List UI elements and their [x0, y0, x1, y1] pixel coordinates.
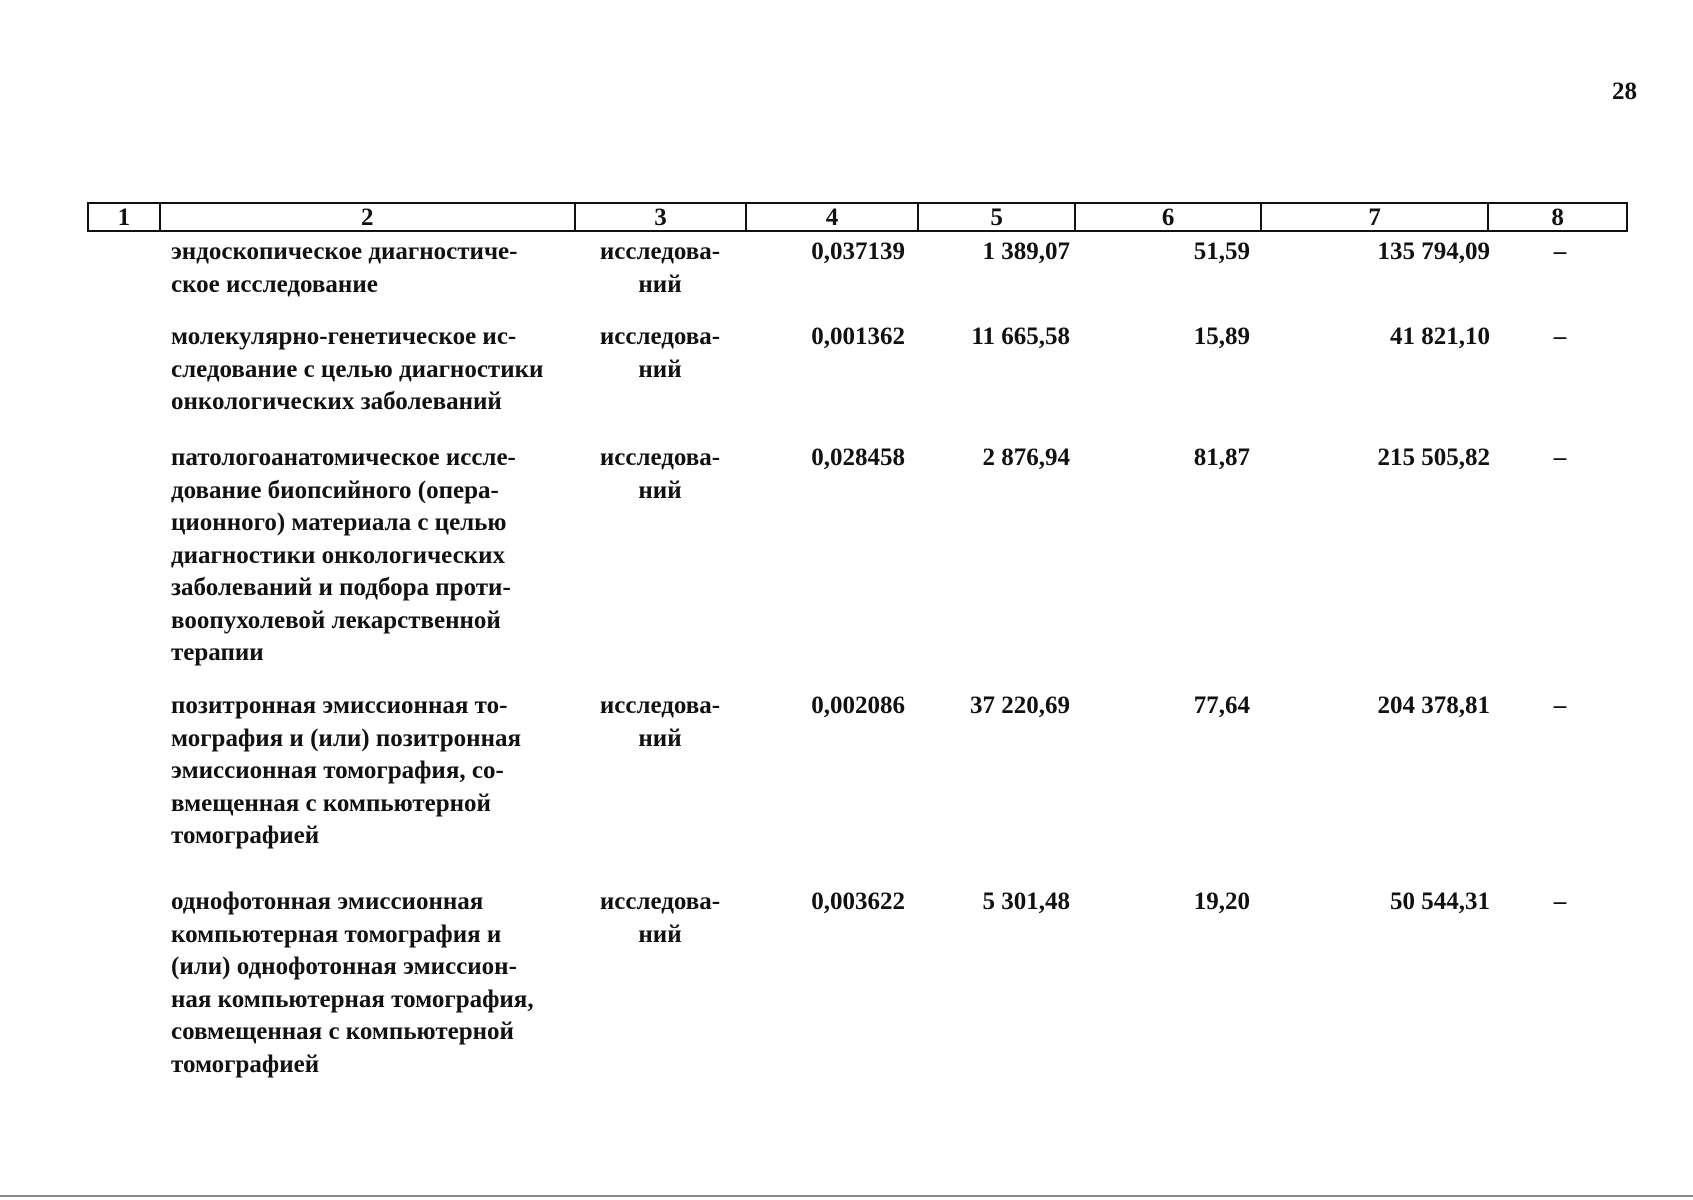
value-col-4: 0,002086: [811, 692, 905, 719]
unit-of-measure: исследова- ний: [599, 323, 721, 383]
value-col-7: 215 505,82: [1377, 444, 1490, 471]
column-header-5: 5: [919, 204, 1077, 230]
column-header-4: 4: [747, 204, 919, 230]
value-col-4: 0,003622: [811, 888, 905, 915]
value-col-8: –: [1553, 323, 1567, 350]
unit-of-measure: исследова- ний: [599, 888, 721, 948]
service-name: патологоанатомическое иссле- дование биопсийного (опера- ционного) материала с целью диагностики онкологических заболеваний и подбора проти- воопухолевой лекарственной терапии: [171, 444, 516, 666]
value-col-4: 0,028458: [811, 444, 905, 471]
unit-of-measure: исследова- ний: [599, 692, 721, 752]
service-name: молекулярно-генетическое ис- следование с целью диагностики онкологических заболеваний: [171, 323, 544, 415]
value-col-6: 77,64: [1193, 692, 1250, 719]
value-col-7: 204 378,81: [1377, 692, 1490, 719]
value-col-7: 41 821,10: [1390, 323, 1490, 350]
value-col-5: 2 876,94: [982, 444, 1070, 471]
value-col-8: –: [1553, 888, 1567, 915]
page-number: 28: [1612, 78, 1637, 105]
table-header-row: [87, 202, 1628, 232]
column-header-8: 8: [1551, 204, 1564, 231]
value-col-8: –: [1553, 238, 1567, 265]
column-header-2: 2: [161, 204, 576, 230]
value-col-4: 0,001362: [811, 323, 905, 350]
column-header-3: 3: [576, 204, 748, 230]
value-col-4: 0,037139: [811, 238, 905, 265]
value-col-8: –: [1553, 692, 1567, 719]
column-header-1: 1: [89, 204, 161, 230]
column-header-6: 6: [1076, 204, 1262, 230]
service-name: позитронная эмиссионная то- мография и (или) позитронная эмиссионная томография, со- вмещенная с компьютерной томографией: [171, 692, 521, 849]
service-name: однофотонная эмиссионная компьютерная томография и (или) однофотонная эмиссион- ная компьютерная томография, совмещенная с компьютерной томографией: [171, 888, 534, 1078]
value-col-5: 37 220,69: [970, 692, 1070, 719]
column-header-7: 7: [1262, 204, 1489, 230]
unit-of-measure: исследова- ний: [599, 444, 721, 504]
value-col-6: 51,59: [1193, 238, 1250, 265]
value-col-7: 50 544,31: [1390, 888, 1490, 915]
value-col-5: 11 665,58: [971, 323, 1070, 350]
value-col-6: 81,87: [1193, 444, 1250, 471]
value-col-5: 1 389,07: [982, 238, 1070, 265]
value-col-7: 135 794,09: [1377, 238, 1490, 265]
service-name: эндоскопическое диагностиче- ское исследование: [171, 238, 518, 298]
value-col-5: 5 301,48: [982, 888, 1070, 915]
value-col-6: 19,20: [1193, 888, 1250, 915]
value-col-6: 15,89: [1193, 323, 1250, 350]
unit-of-measure: исследова- ний: [599, 238, 721, 298]
page-bottom-rule: [0, 1195, 1693, 1197]
value-col-8: –: [1553, 444, 1567, 471]
